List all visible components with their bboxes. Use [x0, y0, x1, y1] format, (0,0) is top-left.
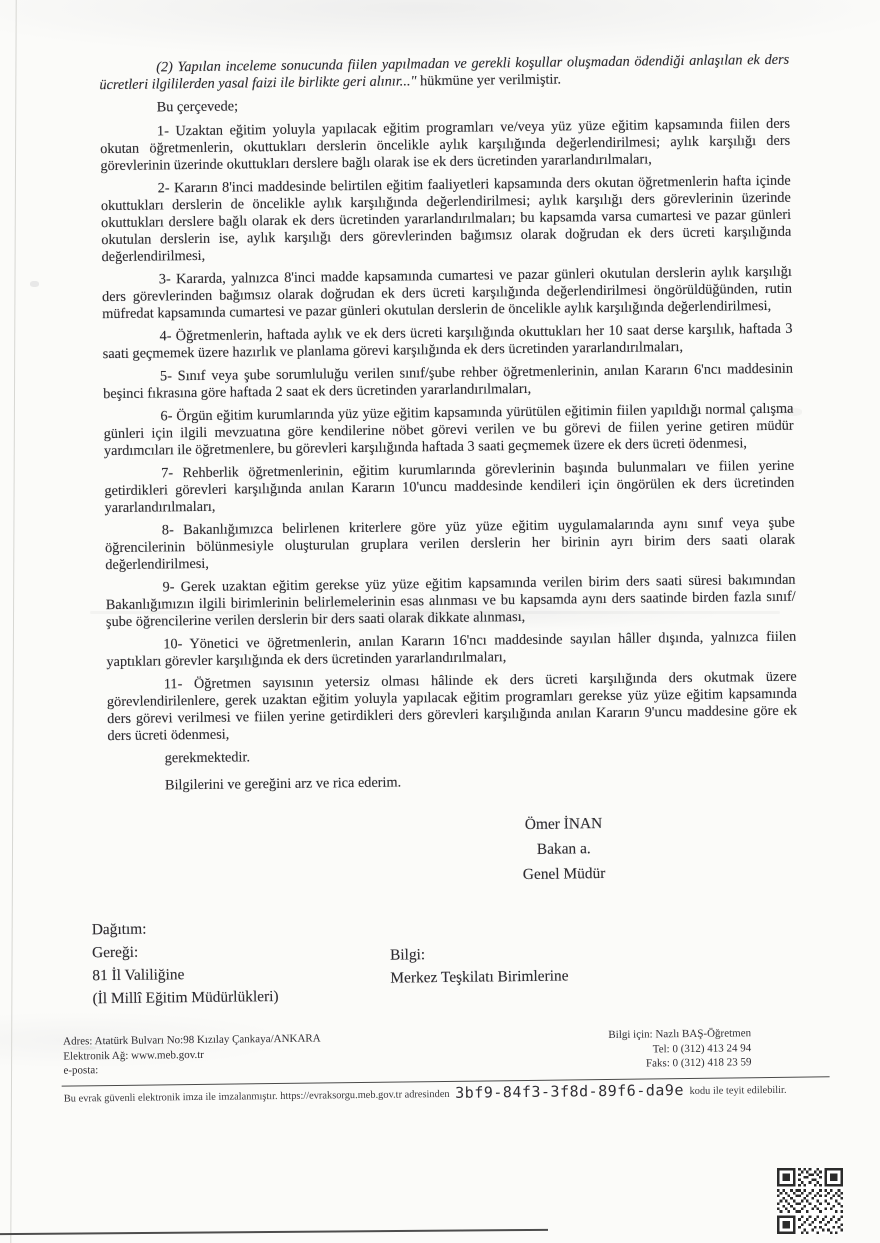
signature-block	[448, 810, 679, 888]
footer-contact-line: Bilgi için: Nazlı BAŞ-Öğretmen	[608, 1027, 752, 1041]
footer-network-line: Elektronik Ağ: www.meb.gov.tr	[63, 1048, 205, 1063]
regards-line: Bilgilerini ve gereğini arz ve rica ederim.	[164, 774, 402, 794]
distribution-title: Dağıtım:	[91, 920, 147, 939]
footer-tel-line: Tel: 0 (312) 413 24 94	[652, 1041, 752, 1055]
footer-fax-line: Faks: 0 (312) 418 23 59	[645, 1056, 752, 1070]
closing-line: gerekmektedir.	[164, 749, 251, 767]
footer-contact-block	[63, 1025, 829, 1078]
body-paragraph-3: 3- Kararda, yalnızca 8'inci madde kapsamında cumartesi ve pazar günleri okutulan derslerin aylık karşılığı ders görevlerinden bağımsız olarak doğrudan ek ders ücreti karşılığında değerlendirilmesi öngörüldüğünden, rutin müfredat kapsamında cumartesi ve pazar günleri okutulan derslerin de öncelikle aylık karşılığında değerlendirilmesi,	[101, 263, 793, 323]
legal-quote-suffix: hükmüne yer verilmiştir.	[416, 71, 562, 90]
document-body	[99, 52, 798, 795]
body-paragraph-11: 11- Öğretmen sayısının yetersiz olması hâlinde ek ders ücreti karşılığında ders okutmak üzere görevlendirilenlere, gerek uzaktan eğitim yoluyla yapılacak eğitim programları gerekse yüz yüze eğitim kapsamında ders görevi verilmesi ve fiilen yerine getirdikleri ders görevleri karşılığında anılan Kararın 9'uncu maddesine göre ek ders ücreti ödenmesi,	[106, 668, 798, 745]
footer-address-line: Adres: Atatürk Bulvarı No:98 Kızılay Çankaya/ANKARA	[63, 1032, 321, 1048]
bottom-scan-line	[0, 1229, 548, 1235]
signer-name: Ömer İNAN	[524, 815, 603, 833]
body-paragraph-6: 6- Örgün eğitim kurumlarında yüz yüze eğitim kapsamında yürütülen eğitimin fiilen yapıldığı normal çalışma günleri için ilgili mevzuatına göre kendilerine nöbet görevi verilen ve bu görevi de fiilen yerine getiren müdür yardımcıları ile öğretmenlere, bu görevleri karşılığında haftada 3 saati geçmemek üzere ek ders ücreti ödenmesi,	[103, 400, 794, 460]
legal-quote-paragraph	[99, 52, 789, 94]
distribution-left-column	[92, 915, 391, 1011]
intro-line: Bu çerçevede;	[156, 98, 239, 116]
distribution-recipient-1: 81 İl Valiliğine	[92, 966, 185, 985]
distribution-section	[92, 909, 880, 1011]
verification-suffix: kodu ile teyit edilebilir.	[689, 1084, 787, 1097]
distribution-geregi-label: Gereği:	[91, 943, 139, 962]
verification-code: 3bf9-84f3-3f8d-89f6-da9e	[455, 1080, 685, 1102]
document-footer	[63, 1025, 830, 1106]
body-paragraph-4: 4- Öğretmenlerin, haftada aylık ve ek ders ücreti karşılığında okuttukları her 10 saat derse karşılık, haftada 3 saati geçmemek üzere hazırlık ve planlama görevi karşılığında ek ders ücretinden yararlandırılmaları,	[102, 320, 793, 363]
signer-role: Genel Müdür	[522, 864, 606, 884]
distribution-bilgi-label: Bilgi:	[389, 946, 426, 964]
body-paragraph-1: 1- Uzaktan eğitim yoluyla yapılacak eğitim programları ve/veya yüz yüze eğitim kapsamında fiilen ders okutan öğretmenlerin, okuttukları derslerin öncelikle aylık karşılığında değerlendirilmesi; aylık karşılığı ders görevlerinin üzerinde okuttukları derslere bağlı olarak ise ek ders ücretinden yararlandırılmaları,	[100, 115, 791, 175]
distribution-bilgi-recipient: Merkez Teşkilatı Birimlerine	[390, 967, 569, 987]
qr-code	[777, 1164, 843, 1238]
body-paragraph-7: 7- Rehberlik öğretmenlerinin, eğitim kurumlarında görevlerinin başında bulunmaları ve fiilen yerine getirdikleri görevleri karşılığında anılan Kararın 10'uncu maddesinde kendileri için öngörülen ek ders ücretinden yararlandırılmaları,	[104, 457, 795, 517]
body-paragraph-8: 8- Bakanlığımızca belirlenen kriterlere göre yüz yüze eğitim uygulamalarında aynı sınıf veya şube öğrencilerinin bölünmesiyle oluşturulan gruplara verilen derslerin her birinin ayrı birim ders saati olarak değerlendirilmesi,	[104, 514, 796, 574]
body-paragraph-9: 9- Gerek uzaktan eğitim gerekse yüz yüze eğitim kapsamında verilen birim ders saati süresi bakımından Bakanlığımızın ilgili birimlerinin belirlemelerinin esas alınması ve bu kapsamda aynı ders saatinde birden fazla sınıf/şube öğrencilerine verilen derslerin bir ders saati olarak dikkate alınması,	[105, 571, 796, 631]
body-paragraph-5: 5- Sınıf veya şube sorumluluğu verilen sınıf/şube rehber öğretmenlerinin, anılan Kararın 6'ncı maddesinin beşinci fıkrasına göre haftada 2 saat ek ders ücretinden yararlandırılmaları,	[103, 360, 794, 403]
body-paragraph-10: 10- Yönetici ve öğretmenlerin, anılan Kararın 16'ncı maddesinde sayılan hâller dışında, yalnızca fiilen yaptıkları görevler karşılığında ek ders ücretinden yararlandırılmaları,	[106, 628, 797, 671]
body-paragraph-2: 2- Kararın 8'inci maddesinde belirtilen eğitim faaliyetleri kapsamında ders okutan öğretmenlerin hafta içinde okuttukları derslerin de öncelikle aylık karşılığında değerlendirilmesi; aylık karşılığı ders görevlerinin üzerinde okuttukları derslere bağlı olarak ek ders ücretinden yararlandırılmaları; bu kapsamda varsa cumartesi ve pazar günleri okutulan derslerin ise, aylık karşılığı ders görevlerinden bağımsız olarak doğrudan ek ders ücreti karşılığında değerlendirilmesi,	[100, 172, 792, 266]
footer-address-block	[63, 1031, 321, 1078]
signer-title: Bakan a.	[536, 840, 591, 858]
legal-quote-text: (2) Yapılan inceleme sonucunda fiilen yapılmadan ve gerekli koşullar oluşmadan ödendiği anlaşılan ek ders ücretleri ilgililerden yasal faizi ile birlikte geri alınır..."	[99, 51, 790, 94]
footer-email-line: e-posta:	[63, 1064, 99, 1077]
distribution-recipient-2: (İl Millî Eğitim Müdürlükleri)	[92, 988, 279, 1008]
distribution-right-column	[390, 941, 569, 1006]
footer-contact-person-block	[608, 1026, 751, 1071]
verification-prefix: Bu evrak güvenli elektronik imza ile imzalanmıştır. https://evraksorgu.meb.gov.tr adresinden	[63, 1088, 450, 1105]
